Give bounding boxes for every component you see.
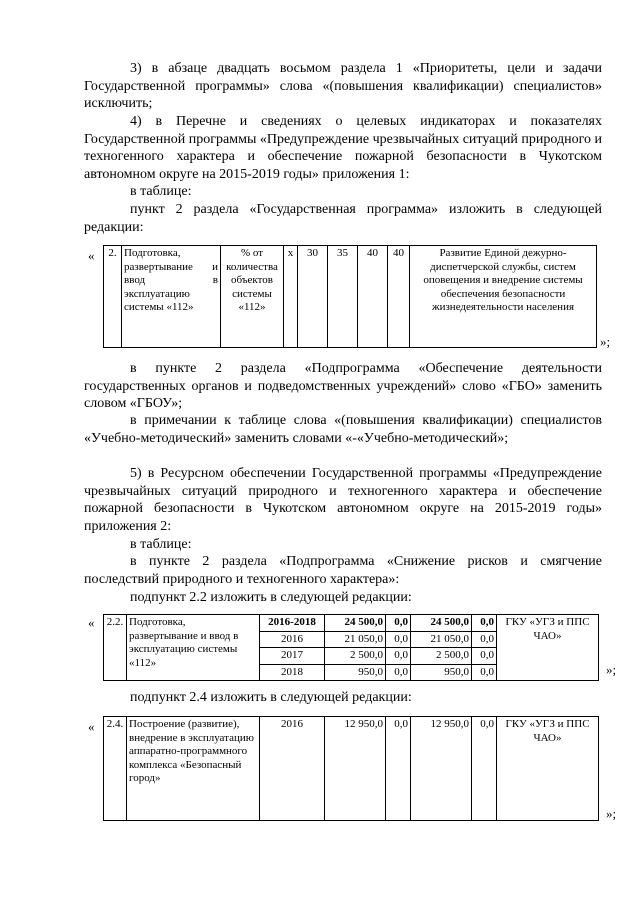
cell-org: ГКУ «УГЗ и ППС ЧАО» bbox=[497, 717, 599, 821]
cell-total: 2 500,0 bbox=[325, 648, 386, 665]
cell-year: 2018 bbox=[260, 664, 325, 681]
cell-2018: 40 bbox=[358, 246, 388, 348]
cell-local: 0,0 bbox=[472, 615, 497, 632]
cell-federal: 0,0 bbox=[386, 717, 411, 821]
cell-x: x bbox=[284, 246, 298, 348]
paragraph-in-table: в таблице: bbox=[130, 184, 192, 199]
paragraph-item-5: 5) в Ресурсном обеспечении Государственной программы «Предупреждение чрезвычайных ситуаций природного и техногенного характера и обеспечение пожарной безопасности в Чукотском автономном округе на 2015-2019 годы» приложения 2: bbox=[84, 466, 602, 534]
close-quote-3: »; bbox=[606, 806, 617, 821]
cell-regional: 21 050,0 bbox=[411, 631, 472, 648]
close-quote-2: »; bbox=[606, 662, 617, 677]
paragraph-note: в примечании к таблице слова «(повышения квалификации) специалистов «Учебно-методический» заменить словами «-«Учебно-методический»; bbox=[84, 413, 602, 446]
paragraph-subpoint-2-4: подпункт 2.4 изложить в следующей редакции: bbox=[130, 690, 412, 705]
cell-regional: 24 500,0 bbox=[411, 615, 472, 632]
cell-local: 0,0 bbox=[472, 648, 497, 665]
cell-local: 0,0 bbox=[472, 717, 497, 821]
cell-org: ГКУ «УГЗ и ППС ЧАО» bbox=[497, 615, 599, 681]
open-quote-2: « bbox=[88, 615, 95, 630]
paragraph-gbo: в пункте 2 раздела «Подпрограмма «Обеспечение деятельности государственных органов и подведомственных учреждений» слово «ГБО» заменить словом «ГБОУ»; bbox=[84, 361, 602, 411]
close-quote: »; bbox=[600, 334, 611, 349]
cell-total: 24 500,0 bbox=[325, 615, 386, 632]
table-resources-2-2 bbox=[103, 614, 599, 681]
cell-num: 2.2. bbox=[104, 615, 127, 681]
table-indicators bbox=[103, 245, 597, 348]
cell-2019: 40 bbox=[388, 246, 410, 348]
cell-local: 0,0 bbox=[472, 631, 497, 648]
cell-2017: 35 bbox=[328, 246, 358, 348]
table-resources-2-4 bbox=[103, 716, 599, 821]
cell-unit: % от количества объектов системы «112» bbox=[221, 246, 284, 348]
paragraph-in-table-2: в таблице: bbox=[130, 537, 192, 552]
cell-total: 950,0 bbox=[325, 664, 386, 681]
cell-total: 21 050,0 bbox=[325, 631, 386, 648]
cell-desc: Развитие Единой дежурно-диспетчерской службы, систем оповещения и внедрение системы обеспечения безопасности жизнедеятельности населения bbox=[410, 246, 597, 348]
open-quote: « bbox=[88, 248, 95, 263]
cell-year: 2016 bbox=[260, 717, 325, 821]
cell-name: Подготовка, развертывание и ввод в эксплуатацию системы «112» bbox=[122, 246, 221, 348]
cell-2016: 30 bbox=[298, 246, 328, 348]
cell-regional: 12 950,0 bbox=[411, 717, 472, 821]
paragraph-item-4: 4) в Перечне и сведениях о целевых индикаторах и показателях Государственной программы «Предупреждение чрезвычайных ситуаций природного и техногенного характера и обеспечение пожарной безопасности в Чукотском автономном округе на 2015-2019 годы» приложения 1: bbox=[84, 114, 602, 182]
cell-num: 2.4. bbox=[104, 717, 127, 821]
cell-year: 2017 bbox=[260, 648, 325, 665]
cell-federal: 0,0 bbox=[386, 648, 411, 665]
cell-federal: 0,0 bbox=[386, 664, 411, 681]
cell-federal: 0,0 bbox=[386, 631, 411, 648]
paragraph-point-2: пункт 2 раздела «Государственная программа» изложить в следующей редакции: bbox=[84, 202, 602, 235]
cell-num: 2. bbox=[104, 246, 122, 348]
cell-year: 2016 bbox=[260, 631, 325, 648]
paragraph-item-3: 3) в абзаце двадцать восьмом раздела 1 «Приоритеты, цели и задачи Государственной программы» слова «(повышения квалификации) специалистов» исключить; bbox=[84, 61, 602, 111]
cell-name: Подготовка, развертывание и ввод в эксплуатацию системы «112» bbox=[127, 615, 260, 681]
cell-local: 0,0 bbox=[472, 664, 497, 681]
cell-regional: 950,0 bbox=[411, 664, 472, 681]
cell-name: Построение (развитие), внедрение в эксплуатацию аппаратно-программного комплекса «Безопасный город» bbox=[127, 717, 260, 821]
cell-total: 12 950,0 bbox=[325, 717, 386, 821]
open-quote-3: « bbox=[88, 719, 95, 734]
cell-federal: 0,0 bbox=[386, 615, 411, 632]
paragraph-subprogram: в пункте 2 раздела «Подпрограмма «Снижение рисков и смягчение последствий природного и техногенного характера»: bbox=[84, 554, 602, 587]
paragraph-subpoint-2-2: подпункт 2.2 изложить в следующей редакции: bbox=[130, 590, 412, 605]
cell-year: 2016-2018 bbox=[260, 615, 325, 632]
cell-regional: 2 500,0 bbox=[411, 648, 472, 665]
